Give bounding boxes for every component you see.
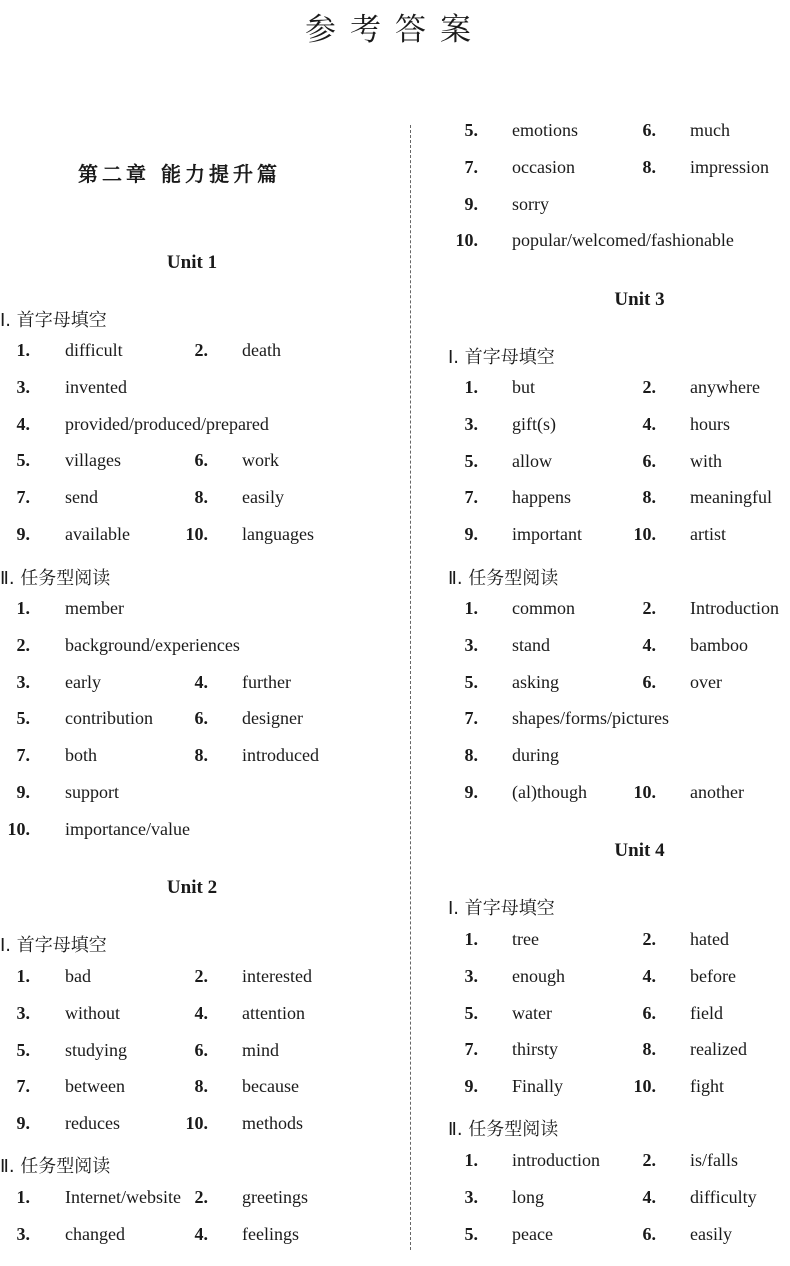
answer-number: 3. (16, 1224, 30, 1244)
answer-number: 1. (464, 598, 478, 618)
answer-text: difficulty (690, 1187, 757, 1207)
answer-number: 6. (642, 1224, 656, 1244)
answer-text: because (242, 1076, 299, 1096)
answer-text: fight (690, 1076, 724, 1096)
answer-number: 6. (194, 450, 208, 470)
answer-number: 10. (455, 230, 478, 250)
answer-number: 10. (185, 524, 208, 544)
answer-text: greetings (242, 1187, 308, 1207)
answer-number: 7. (16, 1076, 30, 1096)
answer-text: with (690, 451, 723, 471)
answer-text: mind (242, 1040, 280, 1060)
answer-text: during (512, 745, 559, 765)
answer-text: impression (690, 157, 769, 177)
answer-text: studying (65, 1040, 128, 1060)
answer-text: villages (65, 450, 121, 470)
answer-number: 3. (16, 377, 30, 397)
answer-number: 1. (16, 598, 30, 618)
answer-number: 2. (642, 1150, 656, 1170)
answer-text: Introduction (690, 598, 779, 618)
answer-text: changed (65, 1224, 125, 1244)
answer-text: without (65, 1003, 121, 1023)
answer-number: 9. (16, 782, 30, 802)
unit-2-section-2-heading: Ⅱ. 任务型阅读 (0, 1156, 111, 1177)
answer-text: popular/welcomed/fashionable (512, 230, 734, 250)
answer-number: 4. (194, 1003, 208, 1023)
answer-text: support (65, 782, 119, 802)
answer-number: 6. (642, 672, 656, 692)
page-title: 参考答案 (305, 12, 485, 48)
answer-text: long (512, 1187, 545, 1207)
answer-number: 1. (464, 377, 478, 397)
unit-1-section-1-heading: Ⅰ. 首字母填空 (0, 310, 107, 331)
answer-text: reduces (65, 1113, 120, 1133)
answer-text: is/falls (690, 1150, 738, 1170)
answer-number: 1. (16, 340, 30, 360)
unit-2-section-1-heading: Ⅰ. 首字母填空 (0, 935, 107, 956)
answer-number: 10. (633, 1076, 656, 1096)
answer-number: 2. (642, 929, 656, 949)
answer-text: shapes/forms/pictures (512, 708, 669, 728)
answer-text: occasion (512, 157, 575, 177)
answer-text: meaningful (690, 487, 772, 507)
answer-number: 8. (194, 745, 208, 765)
answer-number: 6. (642, 120, 656, 140)
answer-number: 9. (16, 1113, 30, 1133)
answer-text: methods (242, 1113, 303, 1133)
answer-text: another (690, 782, 744, 802)
answer-text: both (65, 745, 98, 765)
answer-number: 1. (464, 929, 478, 949)
column-divider (410, 125, 411, 1250)
answer-text: field (690, 1003, 723, 1023)
answer-number: 7. (464, 487, 478, 507)
answer-number: 8. (194, 487, 208, 507)
answer-text: tree (512, 929, 539, 949)
answer-text: importance/value (65, 819, 190, 839)
answer-text: early (65, 672, 101, 692)
answer-number: 10. (185, 1113, 208, 1133)
answer-number: 5. (464, 451, 478, 471)
answer-number: 5. (16, 1040, 30, 1060)
answer-number: 9. (464, 1076, 478, 1096)
answer-text: attention (242, 1003, 305, 1023)
answer-text: peace (512, 1224, 553, 1244)
answer-number: 10. (7, 819, 30, 839)
answer-text: languages (242, 524, 314, 544)
answer-text: artist (690, 524, 726, 544)
answer-number: 2. (642, 598, 656, 618)
answer-number: 1. (16, 1187, 30, 1207)
answer-number: 4. (194, 1224, 208, 1244)
answer-number: 9. (464, 782, 478, 802)
answer-text: designer (242, 708, 303, 728)
answer-text: further (242, 672, 291, 692)
answer-number: 9. (16, 524, 30, 544)
answer-text: before (690, 966, 736, 986)
unit-3-section-2-heading: Ⅱ. 任务型阅读 (448, 568, 559, 589)
answer-text: invented (65, 377, 127, 397)
answer-number: 5. (464, 672, 478, 692)
answer-number: 3. (464, 635, 478, 655)
answer-text: allow (512, 451, 552, 471)
answer-number: 8. (464, 745, 478, 765)
answer-text: sorry (512, 194, 549, 214)
answer-number: 5. (464, 1224, 478, 1244)
answer-text: enough (512, 966, 565, 986)
answer-text: realized (690, 1039, 747, 1059)
answer-number: 4. (16, 414, 30, 434)
answer-text: work (242, 450, 279, 470)
answer-text: send (65, 487, 98, 507)
answer-text: easily (690, 1224, 732, 1244)
answer-number: 7. (464, 157, 478, 177)
answer-number: 4. (194, 672, 208, 692)
answer-text: over (690, 672, 722, 692)
answer-text: easily (242, 487, 284, 507)
answer-number: 9. (464, 194, 478, 214)
answer-number: 3. (464, 414, 478, 434)
answer-number: 3. (464, 1187, 478, 1207)
answer-text: bad (65, 966, 91, 986)
answer-text: Finally (512, 1076, 564, 1096)
unit-2-heading: Unit 2 (166, 877, 218, 898)
answer-text: difficult (65, 340, 123, 360)
answer-text: between (65, 1076, 125, 1096)
answer-number: 8. (642, 157, 656, 177)
answer-text: available (65, 524, 130, 544)
answer-number: 6. (194, 1040, 208, 1060)
answer-text: much (690, 120, 730, 140)
answer-number: 10. (633, 524, 656, 544)
answer-text: anywhere (690, 377, 760, 397)
unit-3-section-1-heading: Ⅰ. 首字母填空 (448, 347, 555, 368)
answer-text: Internet/website (65, 1187, 181, 1207)
answer-number: 5. (464, 120, 478, 140)
unit-4-heading: Unit 4 (614, 840, 665, 861)
answer-text: bamboo (690, 635, 748, 655)
answer-text: introduced (242, 745, 319, 765)
answer-number: 10. (633, 782, 656, 802)
unit-1-section-2-heading: Ⅱ. 任务型阅读 (0, 568, 111, 589)
answer-text: stand (512, 635, 550, 655)
answer-number: 5. (464, 1003, 478, 1023)
answer-text: introduction (512, 1150, 600, 1170)
answer-text: common (512, 598, 575, 618)
unit-4-section-2-heading: Ⅱ. 任务型阅读 (448, 1119, 559, 1140)
answer-text: member (65, 598, 124, 618)
unit-4-section-1-heading: Ⅰ. 首字母填空 (448, 898, 555, 919)
answer-text: interested (242, 966, 312, 986)
answer-text: water (512, 1003, 552, 1023)
answer-number: 2. (194, 340, 208, 360)
answer-number: 8. (642, 487, 656, 507)
answer-number: 4. (642, 414, 656, 434)
answer-number: 4. (642, 635, 656, 655)
answer-number: 3. (16, 1003, 30, 1023)
answer-number: 6. (642, 451, 656, 471)
answer-number: 2. (642, 377, 656, 397)
answer-text: death (242, 340, 281, 360)
answer-number: 5. (16, 708, 30, 728)
answer-number: 7. (464, 1039, 478, 1059)
unit-3-heading: Unit 3 (614, 289, 665, 310)
answer-text: feelings (242, 1224, 299, 1244)
answer-number: 7. (16, 487, 30, 507)
answer-text: provided/produced/prepared (65, 414, 269, 434)
answer-text: thirsty (512, 1039, 559, 1059)
answer-number: 2. (194, 966, 208, 986)
answer-number: 4. (642, 966, 656, 986)
answer-number: 3. (464, 966, 478, 986)
answer-text: important (512, 524, 582, 544)
answer-text: asking (512, 672, 559, 692)
answer-number: 4. (642, 1187, 656, 1207)
answer-text: but (512, 377, 536, 397)
unit-1-heading: Unit 1 (166, 252, 218, 273)
answer-number: 3. (16, 672, 30, 692)
answer-number: 5. (16, 450, 30, 470)
answer-text: background/experiences (65, 635, 240, 655)
answer-number: 7. (16, 745, 30, 765)
answer-number: 8. (642, 1039, 656, 1059)
answer-number: 2. (194, 1187, 208, 1207)
answer-number: 8. (194, 1076, 208, 1096)
answer-number: 6. (642, 1003, 656, 1023)
answer-number: 6. (194, 708, 208, 728)
answer-text: contribution (65, 708, 153, 728)
answer-text: happens (512, 487, 571, 507)
answer-number: 7. (464, 708, 478, 728)
answer-text: emotions (512, 120, 578, 140)
answer-text: hated (690, 929, 729, 949)
answer-text: (al)though (512, 782, 587, 802)
answer-number: 9. (464, 524, 478, 544)
chapter-heading: 第二章 能力提升篇 (78, 162, 281, 186)
answer-number: 2. (16, 635, 30, 655)
answer-number: 1. (16, 966, 30, 986)
answer-text: gift(s) (512, 414, 556, 434)
answer-text: hours (690, 414, 730, 434)
answer-number: 1. (464, 1150, 478, 1170)
